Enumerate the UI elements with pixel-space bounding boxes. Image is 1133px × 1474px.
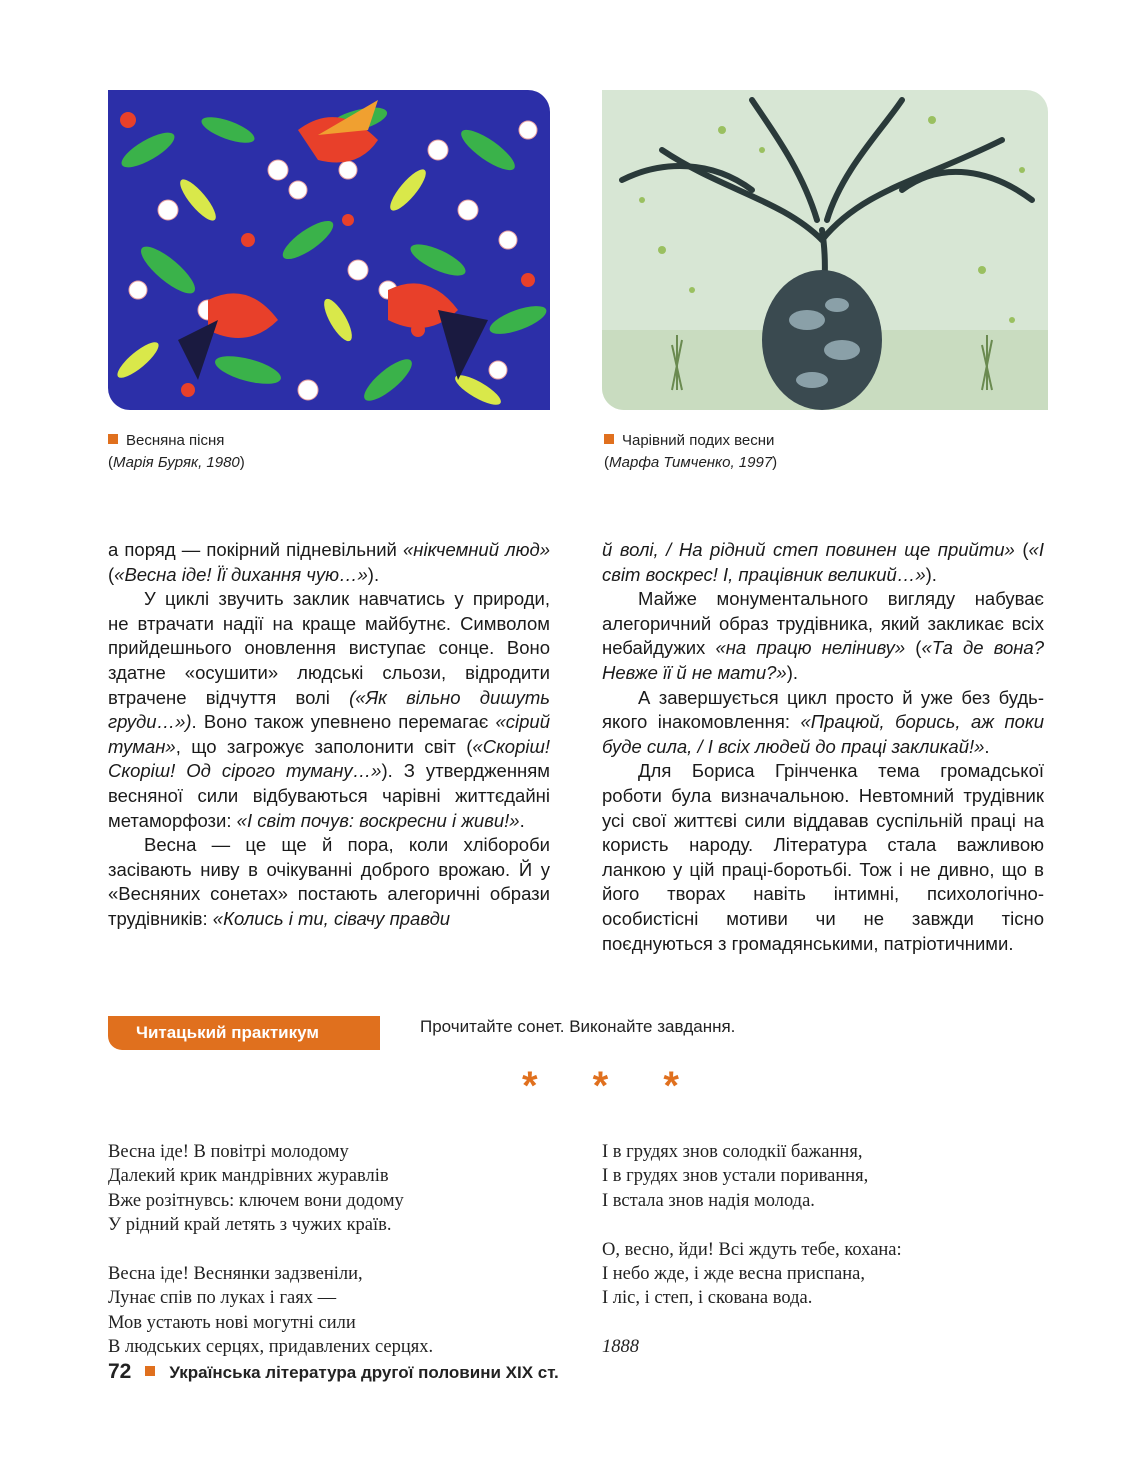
painting-charivnyi-podykh-vesny: [602, 90, 1048, 410]
poem-year: 1888: [602, 1337, 639, 1358]
right-column-paragraph: й волі, / На рідний степ повинен ще прийти» («І світ воскрес! І, працівник великий…»).: [602, 539, 1044, 585]
poem-line: Мов устають нові могутні сили: [108, 1312, 356, 1333]
poem-line: І в грудях знов солодкії бажання,: [602, 1142, 863, 1162]
footer-square-icon: [145, 1366, 155, 1376]
poem-line: Лунає спів по луках і гаях —: [108, 1288, 337, 1309]
poem-line: І встала знов надія молода.: [602, 1190, 815, 1211]
page-footer: [108, 1360, 559, 1384]
right-column-paragraph: А завершується цикл просто й уже без будь-якого інакомовлення: «Працюй, борись, аж поки буде сила, / І всіх людей до праці закликай!».: [602, 686, 1044, 757]
text-column-right: [602, 538, 1044, 956]
left-column-paragraph: а поряд — покірний підневільний «нікчемний люд» («Весна іде! Її дихання чую…»).: [108, 539, 550, 585]
caption-bullet-icon: [604, 434, 614, 444]
poem-line: О, весно, йди! Всі ждуть тебе, кохана:: [602, 1239, 902, 1260]
footer-title: Українська література другої половини XIX ст.: [169, 1363, 559, 1382]
caption-bullet-icon: [108, 434, 118, 444]
poem-line: Вже розітнувсь: ключем вони додому: [108, 1190, 404, 1211]
left-column-paragraph: Весна — це ще й пора, коли хлібороби засівають ниву в очікуванні доброго врожаю. Й у «Весняних сонетах» постають алегоричні образи трудівників: «Колись і ти, сівачу правди: [108, 834, 550, 929]
text-column-left: [108, 538, 550, 932]
poem-line: Далекий крик мандрівних журавлів: [108, 1166, 389, 1187]
page-number: 72: [108, 1360, 132, 1383]
poem-line: У рідний край летять з чужих країв.: [108, 1215, 392, 1236]
practicum-label: Читацький практикум: [108, 1016, 380, 1050]
poem-line: І небо жде, і жде весна приспана,: [602, 1264, 865, 1285]
poem-column-left: [108, 1140, 568, 1360]
poem-line: В людських серцях, придавлених серцях.: [108, 1337, 434, 1358]
caption-left-author: Марія Буряк, 1980: [113, 454, 240, 471]
poem-line: І ліс, і степ, і скована вода.: [602, 1288, 813, 1309]
left-column-paragraph: У циклі звучить заклик навчатись у природи, не втрачати надії на краще майбутнє. Символом прийдешнього оновлення виступає сонце. Воно здатне «осушити» людські сльози, відродити втрачене відчуття волі («Як вільно дишуть груди…»). Воно також упевнено перемагає «сірий туман», що загрожує заполонити світ («Скоріш! Скоріш! Од сірого туману…»). З утвердженням весняної сили відбуваються чарівні життєдайні метаморфози: «І світ почув: воскресни і живи!».: [108, 588, 550, 831]
poem-column-right: [602, 1140, 1062, 1360]
poem-line: Весна іде! Веснянки задзвеніли,: [108, 1264, 363, 1285]
caption-right-author: Марфа Тимченко, 1997: [609, 454, 773, 471]
painting-vesniana-pisnia: [108, 90, 550, 410]
right-column-paragraph: Для Бориса Грінченка тема громадської роботи була визначальною. Невтомний трудівник усі свої життєві сили віддавав суспільній праці на користь народу. Література стала важливою ланкою у цій праці-боротьбі. Тож і не дивно, що в його творах навіть інтимні, психологічно-особистісні мотиви чи не завжди тісно поєднуються з громадянськими, патріотичними.: [602, 760, 1044, 954]
section-stars: * * *: [522, 1064, 701, 1108]
caption-left-title: Весняна пісня: [126, 432, 225, 449]
practicum-instruction: Прочитайте сонет. Виконайте завдання.: [420, 1017, 736, 1036]
caption-right: Чарівний подих весни (Марфа Тимченко, 1997): [604, 432, 778, 471]
right-column-paragraph: Майже монументального вигляду набуває алегоричний образ трудівника, який закликає всіх небайдужих «на працю неліниву» («Та де вона? Невже її й не мати?»).: [602, 588, 1044, 683]
caption-left: Весняна пісня (Марія Буряк, 1980): [108, 432, 245, 471]
poem-line: Весна іде! В повітрі молодому: [108, 1142, 349, 1162]
poem-line: І в грудях знов устали поривання,: [602, 1166, 869, 1187]
caption-right-title: Чарівний подих весни: [622, 432, 775, 449]
